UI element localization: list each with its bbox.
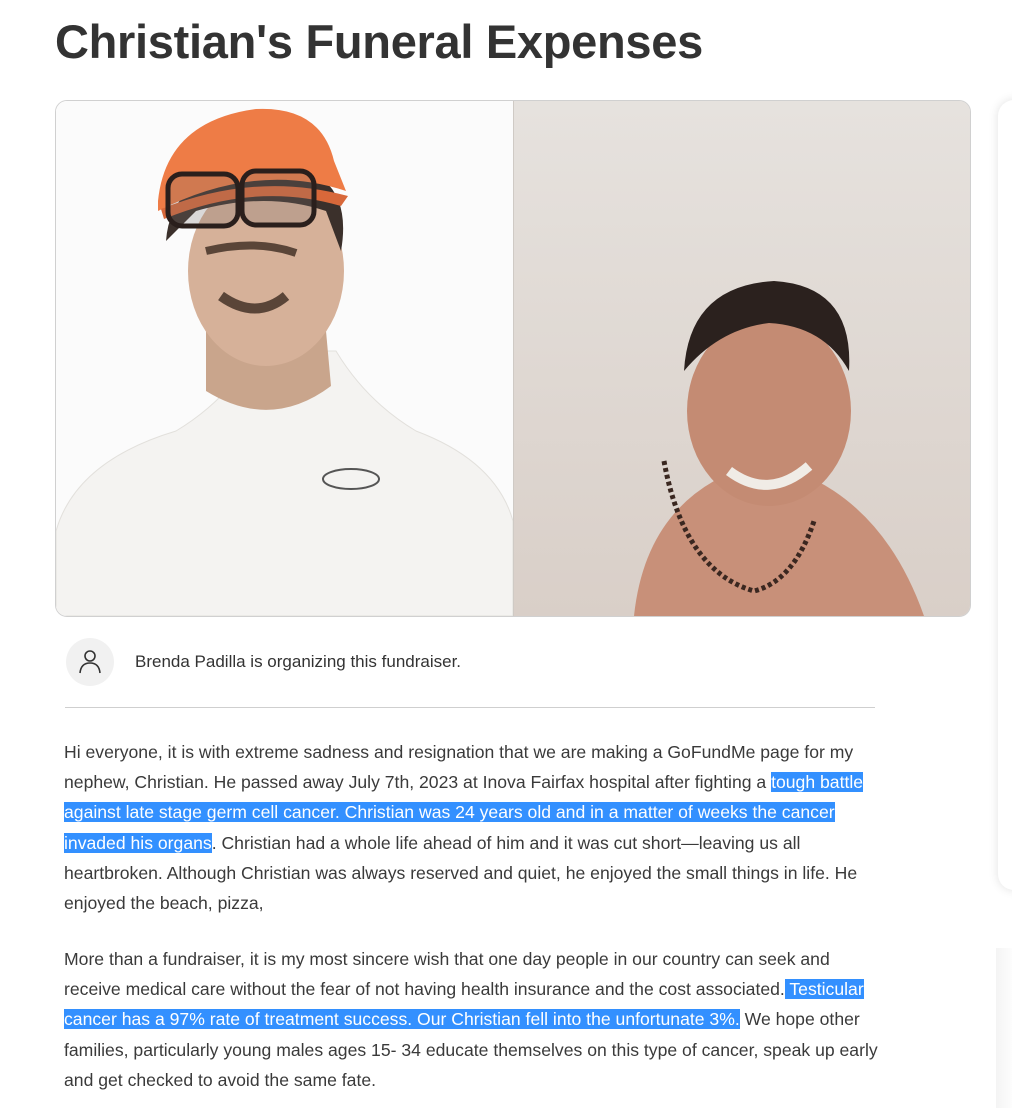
story-text: More than a fundraiser, it is my most sincere wish that one day people in our country can seek and receive medical care without the fear of not having health insurance and the cost associated.: [64, 949, 830, 1000]
donation-sidebar-card: [998, 100, 1012, 890]
story-text: . Christian had a whole life ahead of him and it was cut short—leaving us all heartbroken. Although Christian was always reserved and quiet, he enjoyed the small things in life. He enjoyed the beach, pizza,: [64, 832, 858, 914]
sidebar-panel-edge: [996, 948, 1012, 1108]
person-icon: [78, 649, 102, 675]
organizer-avatar: [66, 638, 114, 686]
organizer-text: Brenda Padilla is organizing this fundraiser.: [135, 652, 462, 671]
photo-adult-christian: [56, 101, 513, 616]
photo-adult-illustration: [56, 101, 513, 616]
photo-child-illustration: [514, 101, 970, 616]
selected-text[interactable]: tough battle against late stage germ cell cancer. Christian was 24 years old and in a matter of weeks the cancer invaded his organs: [64, 772, 864, 853]
selected-text[interactable]: Testicular cancer has a 97% rate of treatment success. Our Christian fell into the unfortunate 3%.: [64, 979, 864, 1030]
page-title: Christian's Funeral Expenses: [55, 15, 703, 68]
story-text: Hi everyone, it is with extreme sadness and resignation that we are making a GoFundMe page for my nephew, Christian. He passed away July 7th, 2023 at Inova Fairfax hospital after fighting a: [64, 742, 854, 793]
section-divider: [65, 707, 875, 708]
story-paragraph-1: [64, 737, 884, 918]
story-text: We hope other families, particularly young males ages 15- 34 educate themselves on this type of cancer, speak up early and get checked to avoid the same fate.: [64, 1009, 878, 1090]
organizer-row: [66, 638, 461, 686]
hero-image-collage[interactable]: [55, 100, 971, 617]
photo-child-christian: [513, 101, 970, 616]
story-paragraph-2: [64, 944, 884, 1095]
